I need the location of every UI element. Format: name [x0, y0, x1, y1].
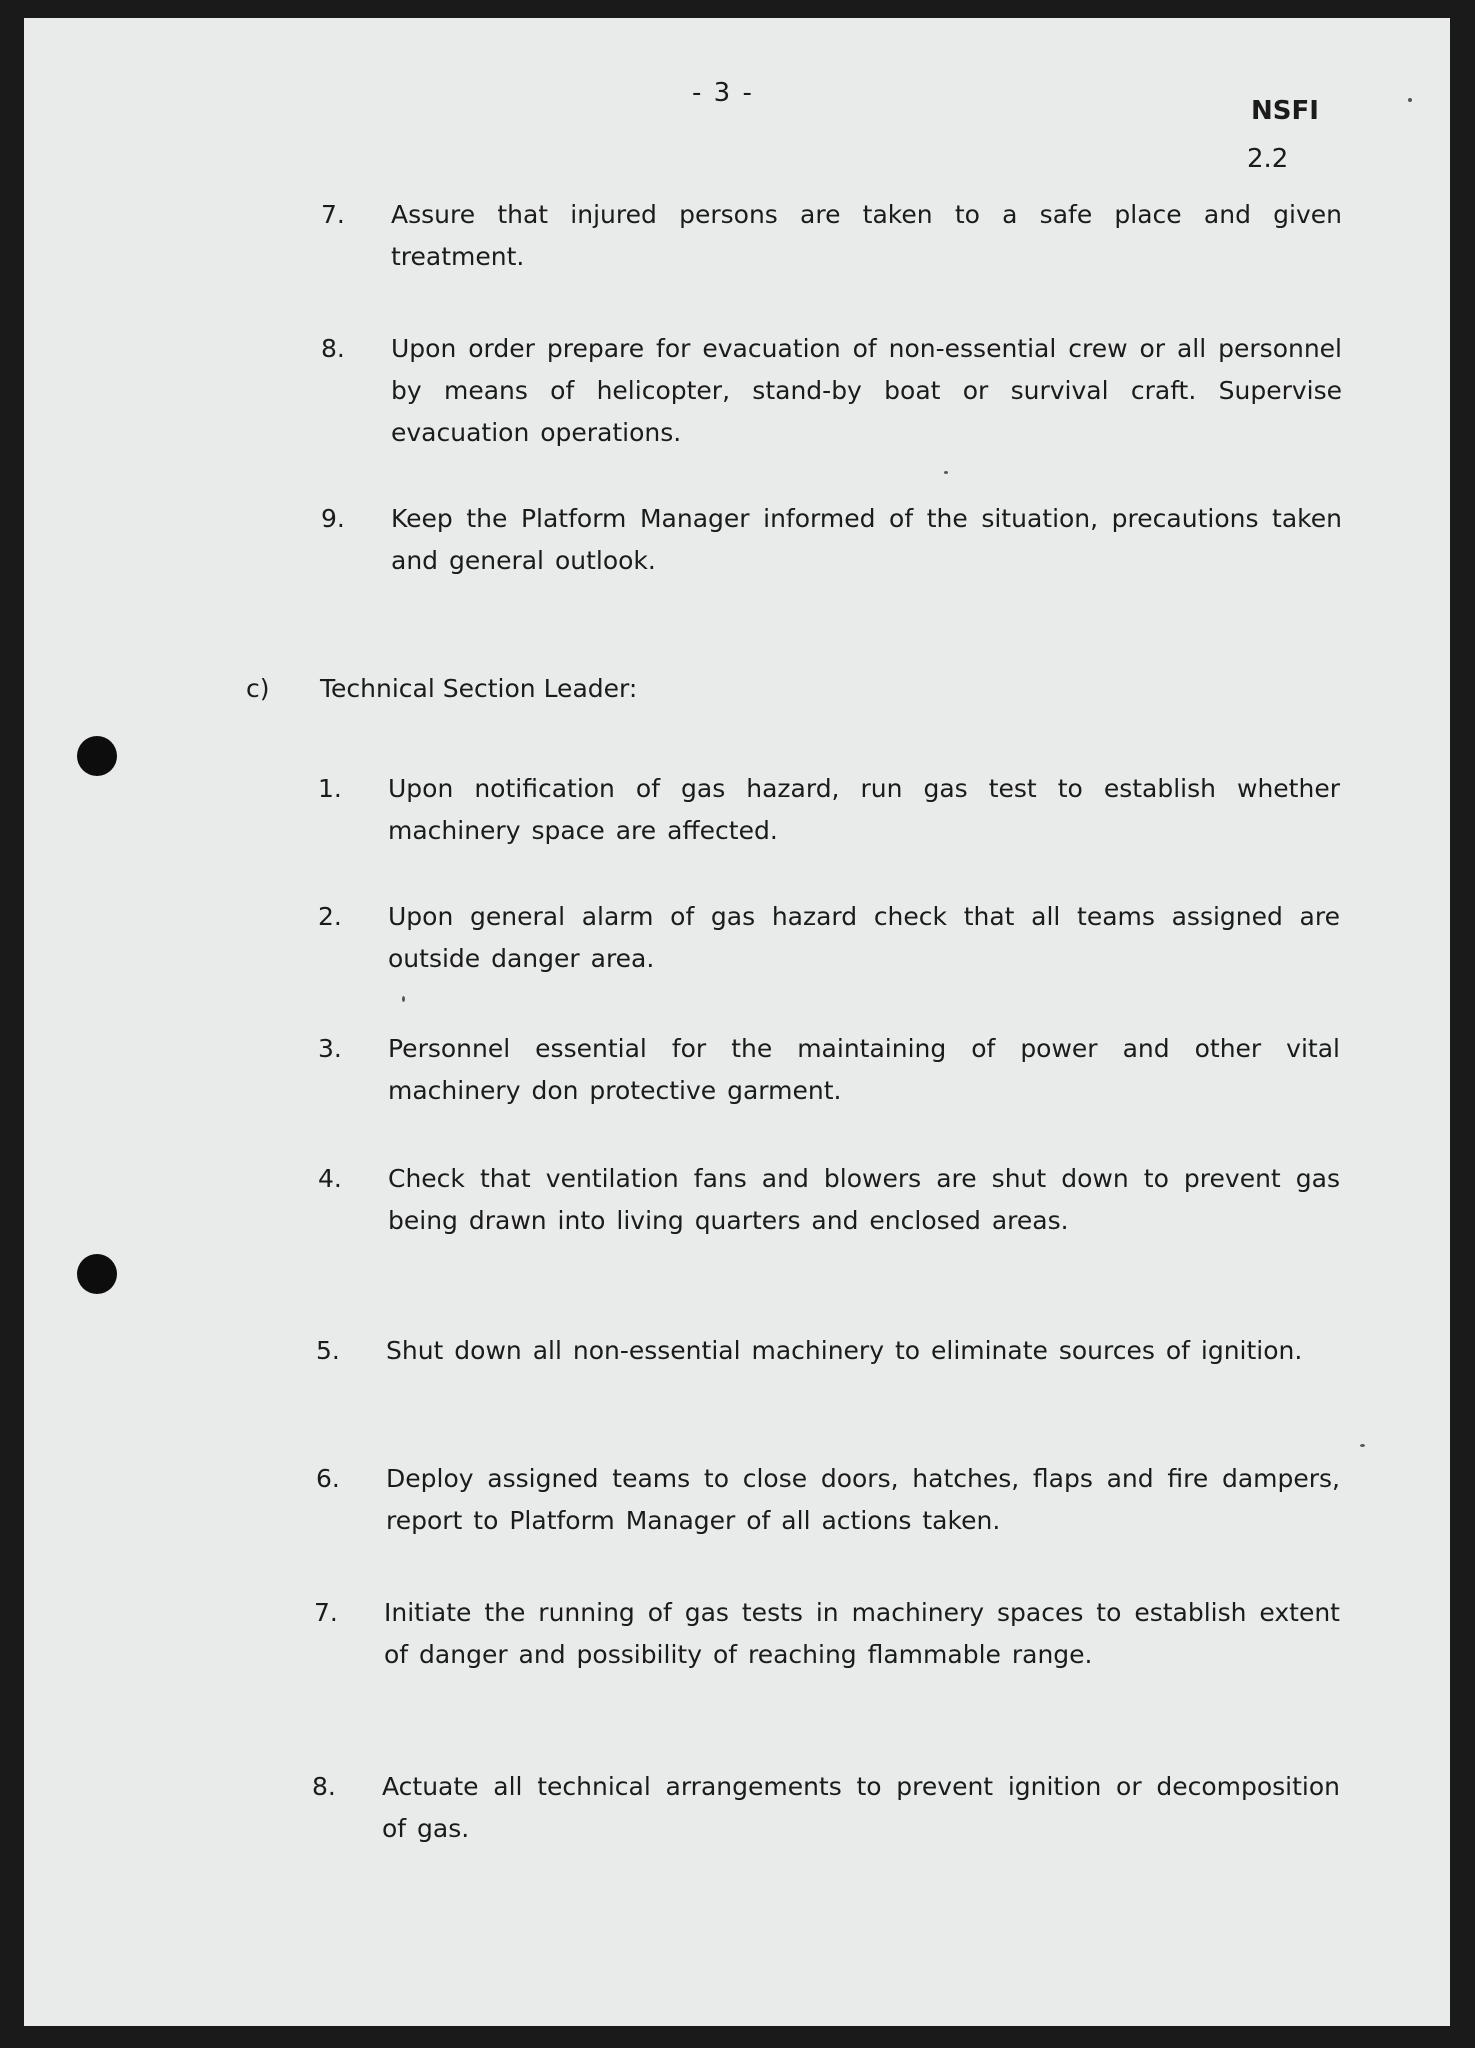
section-title: Technical Section Leader: [320, 674, 638, 703]
item-number: 8. [312, 1772, 336, 1801]
item-number: 7. [314, 1598, 338, 1627]
item-text: Shut down all non-essential machinery to eliminate sources of ignition. [386, 1336, 1303, 1365]
item-text: Assure that injured persons are taken to a safe place and given treatment. [391, 200, 1342, 271]
item-number: 3. [318, 1034, 342, 1063]
item-text: Initiate the running of gas tests in machinery spaces to establish extent of danger and possibility of reaching flammable range. [384, 1598, 1340, 1669]
document-page [24, 18, 1450, 2026]
item-text: Deploy assigned teams to close doors, hatches, flaps and fire dampers, report to Platform Manager of all actions taken. [386, 1464, 1340, 1535]
item-text: Upon general alarm of gas hazard check that all teams assigned are outside danger area. [388, 902, 1340, 973]
item-number: 2. [318, 902, 342, 931]
page-number: - 3 - [692, 78, 754, 108]
document-code: NSFI [1251, 96, 1319, 126]
item-text: Upon notification of gas hazard, run gas test to establish whether machinery space are affected. [388, 774, 1340, 845]
scan-speck [944, 471, 948, 474]
scan-speck [1360, 1444, 1365, 1447]
punch-hole [77, 1254, 117, 1294]
item-text: Upon order prepare for evacuation of non-essential crew or all personnel by means of helicopter, stand-by boat or survival craft. Supervise evacuation operations. [391, 334, 1342, 447]
item-text: Keep the Platform Manager informed of the situation, precautions taken and general outlook. [391, 504, 1342, 575]
item-number: 5. [316, 1336, 340, 1365]
item-number: 8. [321, 334, 345, 363]
item-text: Personnel essential for the maintaining of power and other vital machinery don protective garment. [388, 1034, 1340, 1105]
item-number: 4. [318, 1164, 342, 1193]
item-number: 1. [318, 774, 342, 803]
item-number: 9. [321, 504, 345, 533]
item-text: Actuate all technical arrangements to prevent ignition or decomposition of gas. [382, 1772, 1340, 1843]
section-letter: c) [246, 674, 270, 703]
item-text: Check that ventilation fans and blowers are shut down to prevent gas being drawn into living quarters and enclosed areas. [388, 1164, 1340, 1235]
punch-hole [77, 736, 117, 776]
item-number: 6. [316, 1464, 340, 1493]
scan-speck [1408, 98, 1412, 102]
item-number: 7. [321, 200, 345, 229]
scan-speck [402, 996, 405, 1002]
section-code: 2.2 [1247, 144, 1289, 174]
